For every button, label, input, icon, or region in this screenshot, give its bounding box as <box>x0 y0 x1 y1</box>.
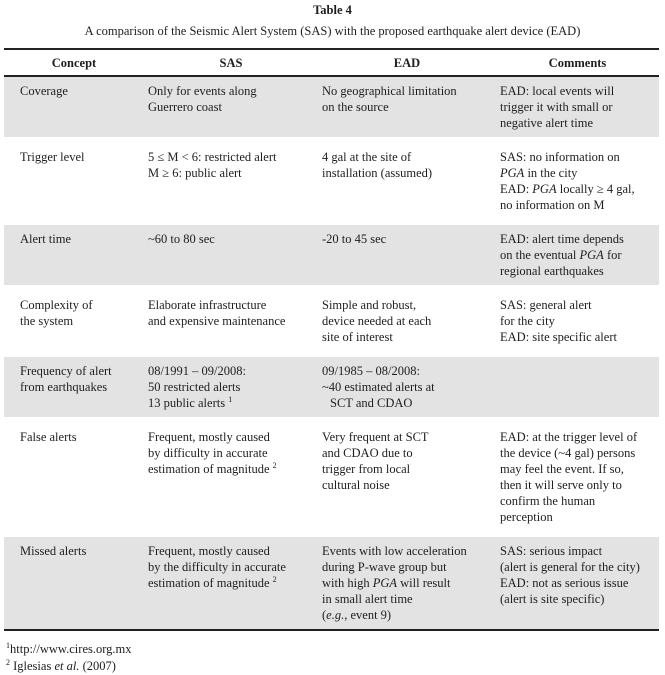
header-concept: Concept <box>4 49 144 76</box>
cell-text: estimation of magnitude <box>148 576 270 590</box>
cell-line: the system <box>20 314 74 328</box>
cell-line: negative alert time <box>500 116 594 130</box>
cell-line: confirm the human <box>500 494 596 508</box>
cell-line: PGA in the city <box>500 166 578 180</box>
cell-sas <box>144 143 318 219</box>
footnote-1 <box>6 641 661 658</box>
table-row-trigger-level <box>4 143 659 219</box>
cell-line: Simple and robust, <box>322 298 417 312</box>
cell-comments <box>496 357 659 417</box>
cell-line: by the difficulty in accurate <box>148 560 286 574</box>
cell-line: Complexity of <box>20 298 93 312</box>
cell-ead <box>318 357 496 417</box>
cell-line: Guerrero coast <box>148 100 222 114</box>
cell-line: from earthquakes <box>20 380 108 394</box>
cell-comments <box>496 291 659 351</box>
cell-line: on the eventual PGA for <box>500 248 622 262</box>
table-row-complexity <box>4 291 659 351</box>
cell-line: Elaborate infrastructure <box>148 298 267 312</box>
cell-comments <box>496 423 659 531</box>
table-number: Table 4 <box>313 3 352 17</box>
header-sas: SAS <box>144 49 318 76</box>
cell-concept <box>4 357 144 417</box>
cell-line: with high PGA will result <box>322 576 451 590</box>
cell-sas <box>144 76 318 137</box>
cell-line <box>148 395 314 411</box>
cell-line: then it will serve only to <box>500 478 622 492</box>
cell-concept <box>4 423 144 531</box>
cell-line: and CDAO due to <box>322 446 413 460</box>
cell-line: 5 ≤ M < 6: restricted alert <box>148 150 277 164</box>
cell-comments <box>496 143 659 219</box>
cell-text: 13 public alerts <box>148 396 226 410</box>
cell-line: cultural noise <box>322 478 390 492</box>
cell-line: EAD: at the trigger level of <box>500 430 638 444</box>
cell-line: No geographical limitation <box>322 84 457 98</box>
cell-line: EAD: not as serious issue <box>500 576 629 590</box>
comparison-table <box>4 48 659 631</box>
footnote-mark-2: 2 <box>6 657 10 667</box>
cell-line: trigger from local <box>322 462 411 476</box>
cell-line: (alert is general for the city) <box>500 560 640 574</box>
cell-comments <box>496 76 659 137</box>
cell-line: 09/1985 – 08/2008: <box>322 364 420 378</box>
footnote-2 <box>6 658 661 675</box>
cell-line: 50 restricted alerts <box>148 380 241 394</box>
cell-comments <box>496 225 659 285</box>
cell-line: perception <box>500 510 553 524</box>
cell-line: for the city <box>500 314 555 328</box>
cell-line: Alert time <box>20 232 72 246</box>
cell-line: SAS: no information on <box>500 150 620 164</box>
cell-sas <box>144 423 318 531</box>
cell-line: 4 gal at the site of <box>322 150 412 164</box>
table-row-coverage <box>4 76 659 137</box>
cell-ead <box>318 537 496 630</box>
cell-line: Very frequent at SCT <box>322 430 429 444</box>
footnotes <box>4 641 661 675</box>
table-caption: A comparison of the Seismic Alert System (SAS) with the proposed earthquake alert device (EAD) <box>84 24 581 38</box>
footnote-mark-1: 1 <box>228 394 233 404</box>
cell-line <box>148 575 314 591</box>
cell-concept <box>4 143 144 219</box>
cell-line: EAD: site specific alert <box>500 330 617 344</box>
cell-line: Frequent, mostly caused <box>148 430 270 444</box>
cell-line: device needed at each <box>322 314 432 328</box>
cell-sas <box>144 537 318 630</box>
cell-sas <box>144 357 318 417</box>
cell-line: installation (assumed) <box>322 166 433 180</box>
cell-ead <box>318 143 496 219</box>
cell-line: Frequency of alert <box>20 364 112 378</box>
cell-sas <box>144 291 318 351</box>
cell-line: no information on M <box>500 198 605 212</box>
cell-line: EAD: local events will <box>500 84 615 98</box>
cell-line: EAD: PGA locally ≥ 4 gal, <box>500 182 635 196</box>
cell-line: M ≥ 6: public alert <box>148 166 242 180</box>
cell-line: trigger it with small or <box>500 100 613 114</box>
cell-line: (alert is site specific) <box>500 592 605 606</box>
cell-comments <box>496 537 659 630</box>
table-row-alert-time <box>4 225 659 285</box>
cell-line: Frequent, mostly caused <box>148 544 270 558</box>
cell-line: Events with low acceleration <box>322 544 467 558</box>
cell-line: False alerts <box>20 430 77 444</box>
cell-concept <box>4 291 144 351</box>
table-row-false-alerts <box>4 423 659 531</box>
cell-concept <box>4 537 144 630</box>
cell-concept <box>4 76 144 137</box>
cell-line: Only for events along <box>148 84 257 98</box>
footnote-mark-1: 1 <box>6 640 10 650</box>
cell-line: 08/1991 – 09/2008: <box>148 364 246 378</box>
cell-ead <box>318 291 496 351</box>
cell-ead <box>318 76 496 137</box>
table-row-frequency <box>4 357 659 417</box>
cell-line: regional earthquakes <box>500 264 604 278</box>
cell-line: Trigger level <box>20 150 85 164</box>
cell-line: during P-wave group but <box>322 560 447 574</box>
footnote-url-link[interactable]: http://www.cires.org.mx <box>10 642 132 656</box>
cell-concept <box>4 225 144 285</box>
header-row <box>4 49 659 76</box>
cell-line: may feel the event. If so, <box>500 462 624 476</box>
cell-line: site of interest <box>322 330 393 344</box>
cell-line: ~40 estimated alerts at <box>322 380 435 394</box>
cell-line: on the source <box>322 100 389 114</box>
cell-line: (e.g., event 9) <box>322 608 392 622</box>
cell-line: ~60 to 80 sec <box>148 232 215 246</box>
cell-line: and expensive maintenance <box>148 314 286 328</box>
cell-line: Missed alerts <box>20 544 87 558</box>
cell-line: EAD: alert time depends <box>500 232 624 246</box>
footnote-mark-2: 2 <box>272 574 277 584</box>
cell-text: estimation of magnitude <box>148 462 270 476</box>
cell-line: by difficulty in accurate <box>148 446 268 460</box>
table-row-missed-alerts <box>4 537 659 630</box>
header-ead: EAD <box>318 49 496 76</box>
cell-line: SAS: general alert <box>500 298 592 312</box>
cell-line: the device (~4 gal) persons <box>500 446 636 460</box>
footnote-mark-2: 2 <box>272 460 277 470</box>
cell-line: SAS: serious impact <box>500 544 603 558</box>
cell-line: SCT and CDAO <box>330 396 413 410</box>
cell-line: -20 to 45 sec <box>322 232 387 246</box>
cell-line: in small alert time <box>322 592 413 606</box>
cell-sas <box>144 225 318 285</box>
cell-ead <box>318 423 496 531</box>
footnote-text: Iglesias et al. (2007) <box>13 659 116 673</box>
cell-line <box>148 461 314 477</box>
header-comments: Comments <box>496 49 659 76</box>
cell-ead <box>318 225 496 285</box>
cell-line: Coverage <box>20 84 68 98</box>
